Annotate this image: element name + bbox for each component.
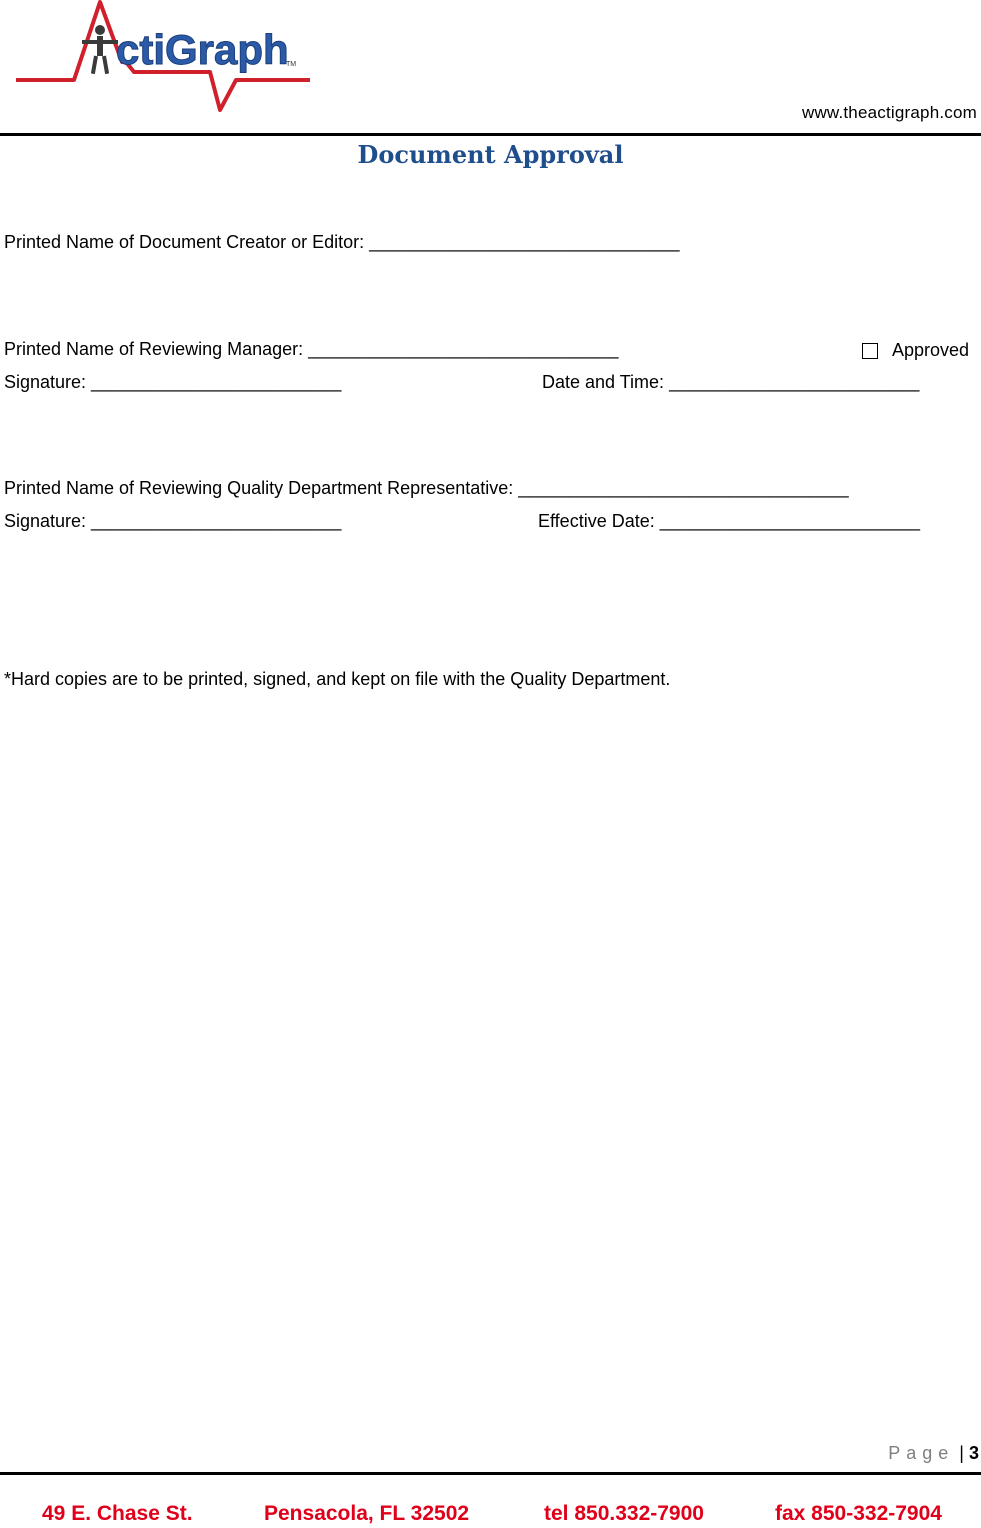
approved-checkbox[interactable] xyxy=(862,340,969,361)
page-number-value: 3 xyxy=(968,1443,979,1463)
footer-address: 49 E. Chase St. xyxy=(42,1502,193,1525)
actigraph-logo xyxy=(14,0,314,112)
website-link[interactable]: www.theactigraph.com xyxy=(801,103,977,122)
footer-city: Pensacola, FL 32502 xyxy=(264,1502,470,1525)
page-label: Page xyxy=(888,1443,955,1463)
hard-copy-note: *Hard copies are to be printed, signed, and kept on file with the Quality Department. xyxy=(4,669,671,689)
manager-signature-field[interactable]: Signature: _________________________ xyxy=(4,372,342,392)
approved-label: Approved xyxy=(891,340,969,360)
logo-tm: TM xyxy=(286,61,297,68)
footer-fax: fax 850-332-7904 xyxy=(775,1502,942,1525)
page-separator: | xyxy=(959,1443,964,1463)
page-title: Document Approval xyxy=(357,140,624,169)
manager-name-field[interactable]: Printed Name of Reviewing Manager: _______________________________ xyxy=(4,339,619,359)
quality-signature-field[interactable]: Signature: _________________________ xyxy=(4,511,342,531)
header-rule xyxy=(0,133,981,136)
effective-date-field[interactable]: Effective Date: __________________________ xyxy=(538,511,921,531)
footer-tel: tel 850.332-7900 xyxy=(544,1502,704,1525)
logo-wordmark: ctiGraph xyxy=(116,26,289,73)
quality-rep-name-field[interactable]: Printed Name of Reviewing Quality Department Representative: _________________________________ xyxy=(4,478,849,498)
footer-rule xyxy=(0,1472,981,1475)
page-number xyxy=(888,1443,979,1464)
creator-name-field[interactable]: Printed Name of Document Creator or Editor: _______________________________ xyxy=(4,232,680,252)
manager-datetime-field[interactable]: Date and Time: _________________________ xyxy=(542,372,920,392)
checkbox-icon[interactable] xyxy=(862,343,878,359)
